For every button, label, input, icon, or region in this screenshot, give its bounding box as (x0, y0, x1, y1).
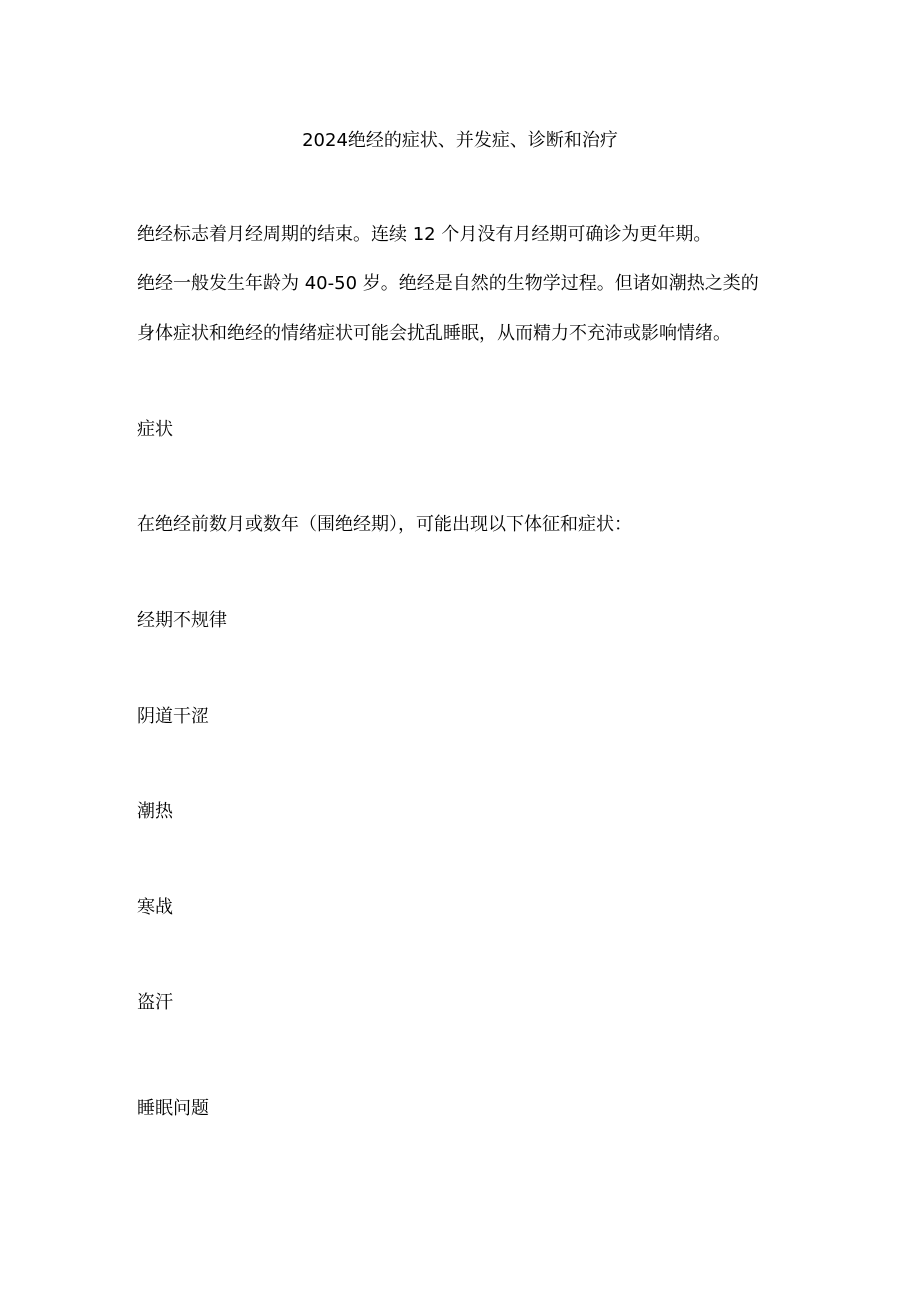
symptom-item: 睡眠问题 (137, 1098, 209, 1119)
symptom-item: 经期不规律 (137, 610, 227, 631)
document-title: 2024绝经的症状、并发症、诊断和治疗 (302, 130, 618, 151)
symptoms-intro: 在绝经前数月或数年（围绝经期），可能出现以下体征和症状： (137, 514, 632, 535)
symptom-item: 盗汗 (137, 992, 173, 1013)
section-heading-symptoms: 症状 (137, 419, 173, 440)
intro-line-3: 身体症状和绝经的情绪症状可能会扰乱睡眠，从而精力不充沛或影响情绪。 (137, 323, 731, 344)
intro-line-1: 绝经标志着月经周期的结束。连续 12 个月没有月经期可确诊为更年期。 (137, 224, 712, 245)
symptom-item: 寒战 (137, 897, 173, 918)
intro-line-2: 绝经一般发生年龄为 40-50 岁。绝经是自然的生物学过程。但诸如潮热之类的 (137, 273, 759, 294)
symptom-item: 阴道干涩 (137, 706, 209, 727)
symptom-item: 潮热 (137, 801, 173, 822)
